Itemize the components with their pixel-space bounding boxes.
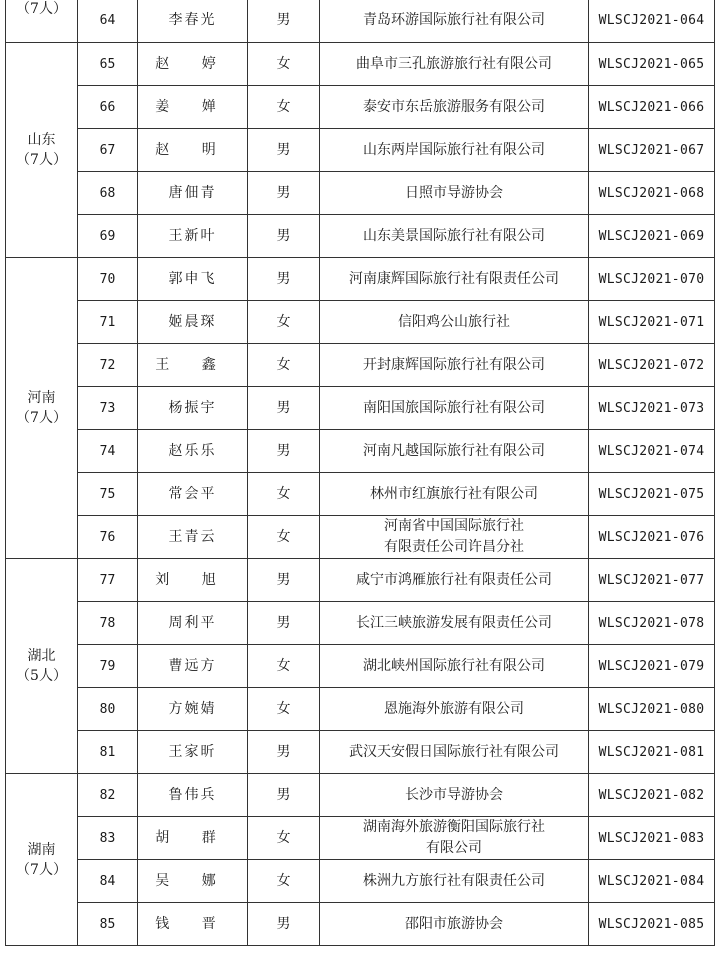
organization-line: 咸宁市鸿雁旅行社有限责任公司 [356,571,552,588]
table-row [6,387,715,430]
organization [320,688,589,731]
person-name-text: 胡 群 [155,829,230,846]
organization-line: 武汉天安假日国际旅行社有限公司 [349,743,559,760]
gender: 男 [248,0,320,43]
table-row [6,516,715,559]
gender: 男 [248,559,320,602]
gender: 男 [248,602,320,645]
certificate-number: WLSCJ2021-083 [589,817,715,860]
serial-number: 77 [78,559,138,602]
certificate-number: WLSCJ2021-076 [589,516,715,559]
person-name [138,0,248,43]
person-name-text: 鲁伟兵 [168,786,217,803]
serial-number: 74 [78,430,138,473]
certificate-number: WLSCJ2021-085 [589,903,715,946]
table-row [6,258,715,301]
person-name-text: 姬晨琛 [168,313,217,330]
table-row [6,430,715,473]
organization-line: 邵阳市旅游协会 [405,915,503,932]
person-name-text: 王 鑫 [155,356,230,373]
organization [320,731,589,774]
table-row [6,473,715,516]
serial-number: 81 [78,731,138,774]
person-name [138,43,248,86]
province-count: （7人） [16,410,67,426]
province-name: 湖北 [27,648,56,664]
organization-line: 株洲九方旅行社有限责任公司 [363,872,545,889]
gender: 男 [248,215,320,258]
gender: 女 [248,86,320,129]
certificate-number: WLSCJ2021-077 [589,559,715,602]
province-name: 湖南 [27,841,56,858]
organization [320,774,589,817]
serial-number: 75 [78,473,138,516]
certificate-number: WLSCJ2021-082 [589,774,715,817]
person-name-text: 赵 婷 [155,55,230,72]
serial-number: 76 [78,516,138,559]
organization [320,817,589,860]
certificate-number: WLSCJ2021-066 [589,86,715,129]
organization-line: 河南省中国国际旅行社 [384,518,524,534]
organization [320,301,589,344]
person-name [138,301,248,344]
table-row [6,86,715,129]
organization [320,387,589,430]
person-name-text: 王青云 [168,528,217,545]
serial-number: 68 [78,172,138,215]
person-name-text: 曹远方 [168,657,217,674]
person-name-text: 郭申飞 [168,270,217,287]
table-row [6,645,715,688]
certificate-number: WLSCJ2021-078 [589,602,715,645]
organization [320,129,589,172]
person-name-text: 吴 娜 [155,872,230,889]
person-name-text: 方婉婧 [168,700,217,717]
organization-line: 山东美景国际旅行社有限公司 [363,227,545,244]
organization-line: 青岛环游国际旅行社有限公司 [363,12,545,28]
table-row [6,172,715,215]
organization [320,602,589,645]
organization [320,559,589,602]
table-row [6,860,715,903]
organization [320,172,589,215]
organization [320,473,589,516]
serial-number: 83 [78,817,138,860]
serial-number: 67 [78,129,138,172]
person-name [138,473,248,516]
gender: 男 [248,774,320,817]
serial-number: 73 [78,387,138,430]
organization-line: 南阳国旅国际旅行社有限公司 [363,399,545,416]
province-count: （7人） [16,152,67,168]
organization [320,903,589,946]
organization [320,344,589,387]
gender: 女 [248,473,320,516]
organization-line: 河南康辉国际旅行社有限责任公司 [349,270,559,287]
gender: 男 [248,387,320,430]
province-count: （5人） [16,668,67,684]
table-row [6,344,715,387]
gender: 男 [248,258,320,301]
serial-number: 82 [78,774,138,817]
province-cell [6,258,78,559]
person-name [138,860,248,903]
province-cell [6,774,78,946]
province-name: 河南 [27,390,56,406]
organization-line: 泰安市东岳旅游服务有限公司 [363,98,545,115]
roster-table [5,0,715,946]
gender: 男 [248,172,320,215]
certificate-number: WLSCJ2021-069 [589,215,715,258]
table-row [6,731,715,774]
gender: 男 [248,430,320,473]
serial-number: 69 [78,215,138,258]
serial-number: 72 [78,344,138,387]
person-name [138,215,248,258]
organization-line: 河南凡越国际旅行社有限公司 [363,442,545,459]
gender: 女 [248,43,320,86]
organization-line: 山东两岸国际旅行社有限公司 [363,141,545,158]
organization-line: 开封康辉国际旅行社有限公司 [363,356,545,373]
table-row [6,129,715,172]
person-name [138,602,248,645]
person-name-text: 刘 旭 [155,571,230,588]
organization [320,645,589,688]
table-row [6,215,715,258]
serial-number: 66 [78,86,138,129]
gender: 女 [248,344,320,387]
province-count: （7人） [16,1,67,17]
serial-number: 71 [78,301,138,344]
gender: 男 [248,903,320,946]
organization [320,43,589,86]
serial-number: 64 [78,0,138,43]
person-name-text: 姜 婵 [155,98,230,115]
serial-number: 84 [78,860,138,903]
organization-line: 长江三峡旅游发展有限责任公司 [356,614,552,631]
organization [320,0,589,43]
gender: 女 [248,301,320,344]
certificate-number: WLSCJ2021-072 [589,344,715,387]
certificate-number: WLSCJ2021-068 [589,172,715,215]
province-cell [6,0,78,43]
certificate-number: WLSCJ2021-074 [589,430,715,473]
serial-number: 79 [78,645,138,688]
roster-body [6,0,715,946]
person-name [138,774,248,817]
person-name-text: 周利平 [168,614,217,631]
province-cell [6,559,78,774]
person-name [138,645,248,688]
organization [320,430,589,473]
person-name-text: 李春光 [168,12,217,28]
organization [320,860,589,903]
serial-number: 85 [78,903,138,946]
person-name [138,430,248,473]
person-name [138,688,248,731]
certificate-number: WLSCJ2021-067 [589,129,715,172]
person-name [138,903,248,946]
certificate-number: WLSCJ2021-084 [589,860,715,903]
certificate-number: WLSCJ2021-064 [589,0,715,43]
serial-number: 70 [78,258,138,301]
organization-line: 曲阜市三孔旅游旅行社有限公司 [356,55,552,72]
person-name [138,817,248,860]
certificate-number: WLSCJ2021-065 [589,43,715,86]
certificate-number: WLSCJ2021-073 [589,387,715,430]
person-name-text: 钱 晋 [155,915,230,932]
province-count: （7人） [16,861,67,878]
organization-line: 信阳鸡公山旅行社 [398,313,510,330]
gender: 女 [248,860,320,903]
organization [320,215,589,258]
certificate-number: WLSCJ2021-080 [589,688,715,731]
serial-number: 80 [78,688,138,731]
person-name-text: 王新叶 [168,227,217,244]
person-name [138,129,248,172]
province-cell [6,43,78,258]
gender: 女 [248,645,320,688]
table-row [6,43,715,86]
certificate-number: WLSCJ2021-071 [589,301,715,344]
person-name-text: 赵 明 [155,141,230,158]
gender: 女 [248,817,320,860]
organization-line: 有限责任公司许昌分社 [384,539,524,555]
certificate-number: WLSCJ2021-075 [589,473,715,516]
person-name [138,387,248,430]
organization [320,86,589,129]
organization-line: 林州市红旗旅行社有限公司 [370,485,538,502]
organization-line: 有限公司 [426,840,482,856]
table-row [6,817,715,860]
gender: 男 [248,731,320,774]
person-name [138,559,248,602]
person-name [138,344,248,387]
person-name [138,731,248,774]
serial-number: 78 [78,602,138,645]
person-name [138,172,248,215]
organization [320,516,589,559]
person-name [138,258,248,301]
gender: 女 [248,688,320,731]
table-row [6,559,715,602]
person-name [138,86,248,129]
certificate-number: WLSCJ2021-070 [589,258,715,301]
table-row [6,688,715,731]
organization-line: 日照市导游协会 [405,184,503,201]
table-row [6,301,715,344]
serial-number: 65 [78,43,138,86]
certificate-number: WLSCJ2021-079 [589,645,715,688]
province-name: 山东 [27,132,56,148]
table-row [6,602,715,645]
person-name-text: 王家昕 [168,743,217,760]
organization-line: 恩施海外旅游有限公司 [384,700,524,717]
certificate-number: WLSCJ2021-081 [589,731,715,774]
organization-line: 湖北峡州国际旅行社有限公司 [363,657,545,674]
table-row [6,0,715,43]
person-name-text: 唐佃青 [168,184,217,201]
table-row [6,903,715,946]
gender: 男 [248,129,320,172]
organization-line: 湖南海外旅游衡阳国际旅行社 [363,819,545,835]
person-name-text: 杨振宇 [168,399,217,416]
gender: 女 [248,516,320,559]
person-name [138,516,248,559]
person-name-text: 常会平 [168,485,217,502]
person-name-text: 赵乐乐 [168,442,217,459]
table-row [6,774,715,817]
organization [320,258,589,301]
organization-line: 长沙市导游协会 [405,786,503,803]
